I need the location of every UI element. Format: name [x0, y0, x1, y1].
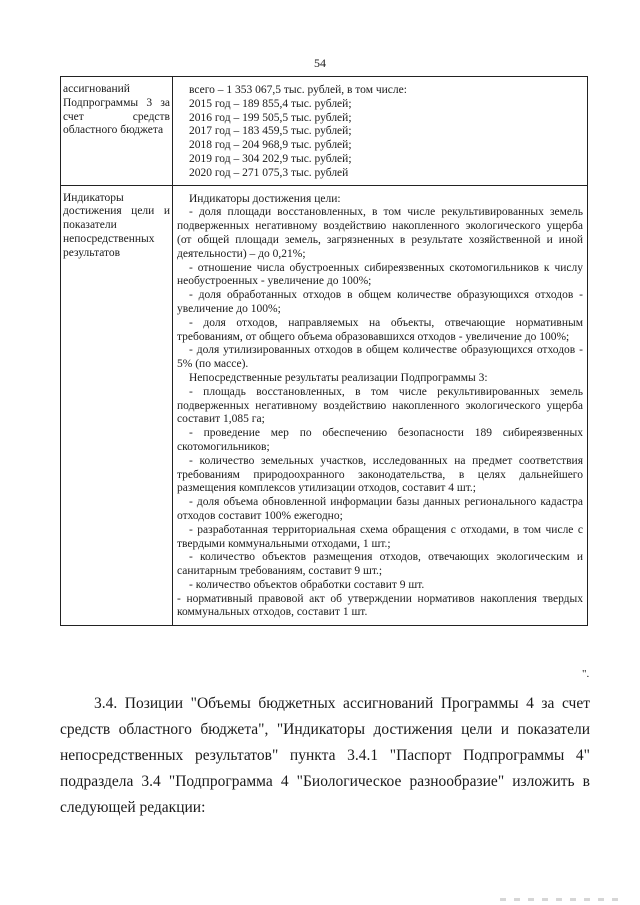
- indicator-item: - доля обработанных отходов в общем количестве образующихся отходов - увеличение до 100%;: [177, 289, 583, 315]
- result-item: - доля объема обновленной информации базы данных регионального кадастра отходов составит 100% ежегодно;: [177, 496, 583, 522]
- row-label-financing: ассигнований Подпрограммы 3 за счет средств областного бюджета: [63, 83, 170, 137]
- financing-year-line: 2015 год – 189 855,4 тыс. рублей;: [189, 97, 352, 110]
- financing-year-line: 2016 год – 199 505,5 тыс. рублей;: [189, 111, 352, 124]
- financing-year-line: 2017 год – 183 459,5 тыс. рублей;: [189, 125, 352, 138]
- result-item: - проведение мер по обеспечению безопасности 189 сибиреязвенных скотомогильников;: [177, 427, 583, 453]
- financing-lines: [173, 77, 587, 185]
- scan-artifact: [500, 898, 620, 901]
- body-text: [60, 691, 590, 821]
- row-value-cell: [173, 185, 588, 626]
- passport-table: [60, 76, 588, 626]
- result-item: - разработанная территориальная схема обращения с отходами, в том числе с твердыми коммунальными отходами, 1 шт.;: [177, 523, 583, 550]
- indicator-item: - доля утилизированных отходов в общем количестве образующихся отходов - 5% (по массе).: [177, 344, 583, 371]
- result-item: - количество земельных участков, исследованных на предмет соответствия требованиям природоохранного законодательства, в целях дальнейшего размещения комплексов утилизации отходов, составит 4 шт.;: [177, 454, 583, 495]
- indicators-list: [173, 186, 587, 626]
- results-heading: Непосредственные результаты реализации Подпрограммы 3:: [189, 371, 488, 384]
- row-label-indicators: Индикаторы достижения цели и показатели непосредственных результатов: [63, 191, 170, 259]
- row-label-cell: [61, 185, 173, 626]
- amendment-paragraph: 3.4. Позиции "Объемы бюджетных ассигнований Программы 4 за счет средств областного бюджета", "Индикаторы достижения цели и показатели непосредственных результатов" пункта 3.4.1 "Паспорт Подпрограммы 4" подраздела 3.4 "Подпрограмма 4 "Биологическое разнообразие" изложить в следующей редакции:: [60, 695, 590, 816]
- indicators-heading: Индикаторы достижения цели:: [189, 192, 341, 205]
- result-item: - площадь восстановленных, в том числе рекультивированных земель подверженных негативному воздействию накопленного экологического ущерба составит 1,085 га;: [177, 385, 583, 426]
- table-row-indicators: [61, 185, 588, 626]
- row-label-cell: [61, 77, 173, 186]
- indicator-item: - доля площади восстановленных, в том числе рекультивированных земель подверженных негативному воздействию накопленного экологического ущерба (от общей площади земель, загрязненных в результате хозяйственной и иной деятельности) – до 0,21%;: [177, 206, 583, 260]
- result-item: - количество объектов размещения отходов, отвечающих экологическим и санитарным требованиям, составит 9 шт.;: [177, 551, 583, 578]
- result-item: - количество объектов обработки составит 9 шт.: [189, 578, 425, 591]
- page-number: 54: [314, 56, 326, 70]
- closing-quote: ".: [582, 668, 590, 680]
- table-row-financing: [61, 77, 588, 186]
- row-value-cell: [173, 77, 588, 186]
- result-item: - нормативный правовой акт об утверждении нормативов накопления твердых коммунальных отходов, составит 1 шт.: [177, 592, 583, 619]
- indicator-item: - отношение числа обустроенных сибиреязвенных скотомогильников к числу необустроенных - увеличение до 100%;: [177, 261, 583, 288]
- indicator-item: - доля отходов, направляемых на объекты, отвечающие нормативным требованиям, от общего объема образовавшихся отходов - увеличение до 100%;: [177, 316, 583, 343]
- financing-year-line: 2018 год – 204 968,9 тыс. рублей;: [189, 139, 352, 152]
- financing-total: всего – 1 353 067,5 тыс. рублей, в том числе:: [189, 84, 407, 96]
- financing-year-line: 2020 год – 271 075,3 тыс. рублей: [189, 166, 349, 179]
- financing-year-line: 2019 год – 304 202,9 тыс. рублей;: [189, 152, 352, 165]
